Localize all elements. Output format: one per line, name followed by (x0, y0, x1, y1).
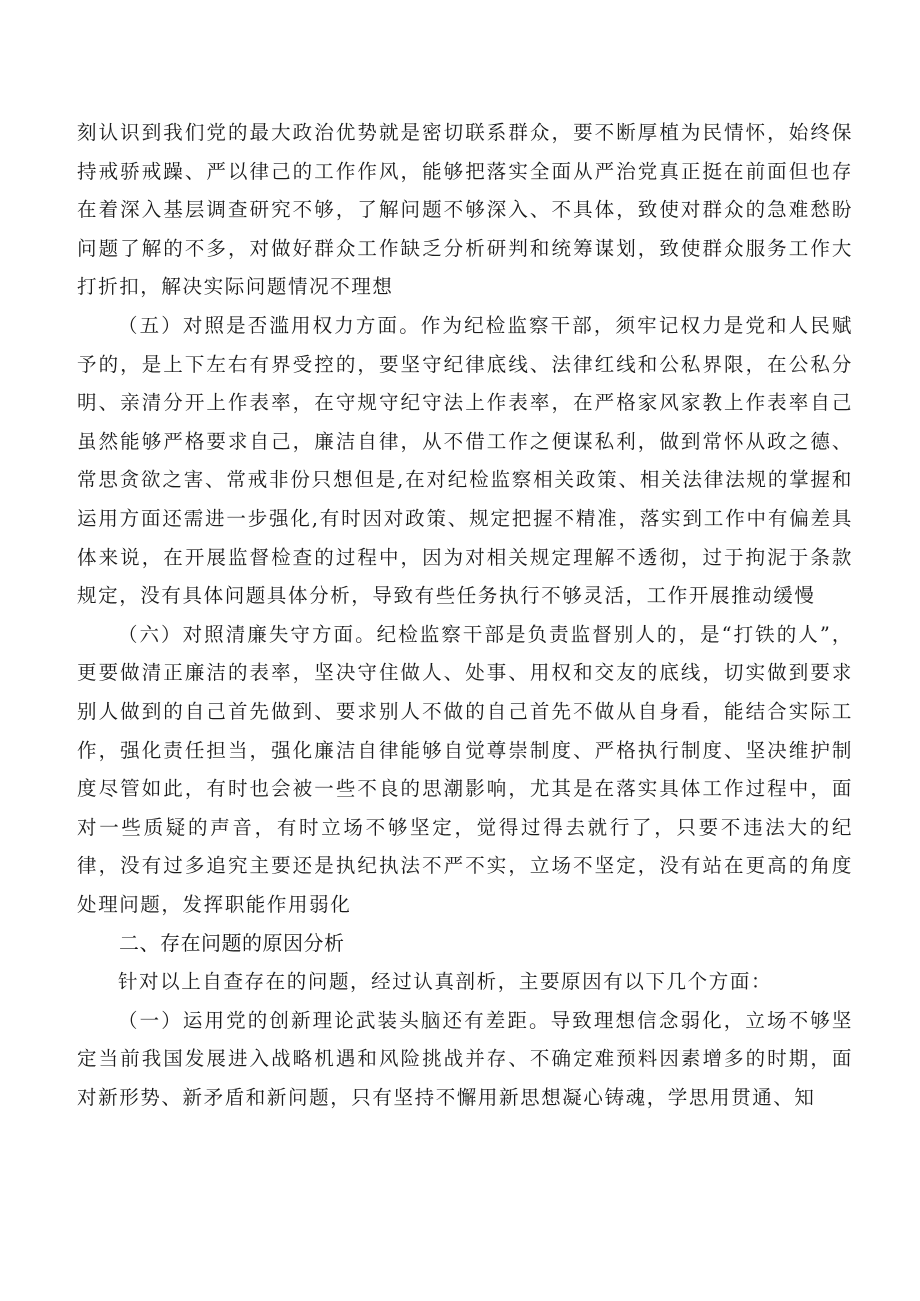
paragraph-intro: 针对以上自查存在的问题，经过认真剖析，主要原因有以下几个方面： (117, 970, 773, 994)
paragraph-section-six: （六）对照清廉失守方面。纪检监察干部是负责监督别人的，是“打铁的人”，更要做清正廉洁的表率，坚决守住做人、处事、用权和交友的底线，切实做到要求别人做到的自己首先做到、要求别人不做的自己首先不做从自身看，能结合实际工作，强化责任担当，强化廉洁自律能够自觉尊崇制度、严格执行制度、坚决维护制度尽管如此，有时也会被一些不良的思潮影响，尤其是在落实具体工作过程中，面对一些质疑的声音，有时立场不够坚定，觉得过得去就行了，只要不违法大的纪律，没有过多追究主要还是执纪执法不严不实，立场不坚定，没有站在更高的角度处理问题，发挥职能作用弱化 (77, 622, 853, 916)
section-heading: 二、存在问题的原因分析 (119, 931, 345, 956)
paragraph-reason-one: （一）运用党的创新理论武装头脑还有差距。导致理想信念弱化，立场不够坚定当前我国发展进入战略机遇和风险挑战并存、不确定难预料因素增多的时期，面对新形势、新矛盾和新问题，只有坚持不懈用新思想凝心铸魂，学思用贯通、知 (77, 1008, 853, 1109)
paragraph-continued: 刻认识到我们党的最大政治优势就是密切联系群众，要不断厚植为民情怀，始终保持戒骄戒躁、严以律己的工作作风，能够把落实全面从严治党真正挺在前面但也存在着深入基层调查研究不够，了解问题不够深入、不具体，致使对群众的急难愁盼问题了解的不多，对做好群众工作缺乏分析研判和统筹谋划，致使群众服务工作大打折扣，解决实际问题情况不理想 (77, 121, 853, 299)
paragraph-section-five: （五）对照是否滥用权力方面。作为纪检监察干部，须牢记权力是党和人民赋予的，是上下左右有界受控的，要坚守纪律底线、法律红线和公私界限，在公私分明、亲清分开上作表率，在守规守纪守法上作表率，在严格家风家教上作表率自己虽然能够严格要求自己，廉洁自律，从不借工作之便谋私利，做到常怀从政之德、常思贪欲之害、常戒非份只想但是,在对纪检监察相关政策、相关法律法规的掌握和运用方面还需进一步强化,有时因对政策、规定把握不精准，落实到工作中有偏差具体来说，在开展监督检查的过程中，因为对相关规定理解不透彻，过于拘泥于条款规定，没有具体问题具体分析，导致有些任务执行不够灵活，工作开展推动缓慢 (77, 313, 853, 608)
document-body (77, 114, 853, 1117)
